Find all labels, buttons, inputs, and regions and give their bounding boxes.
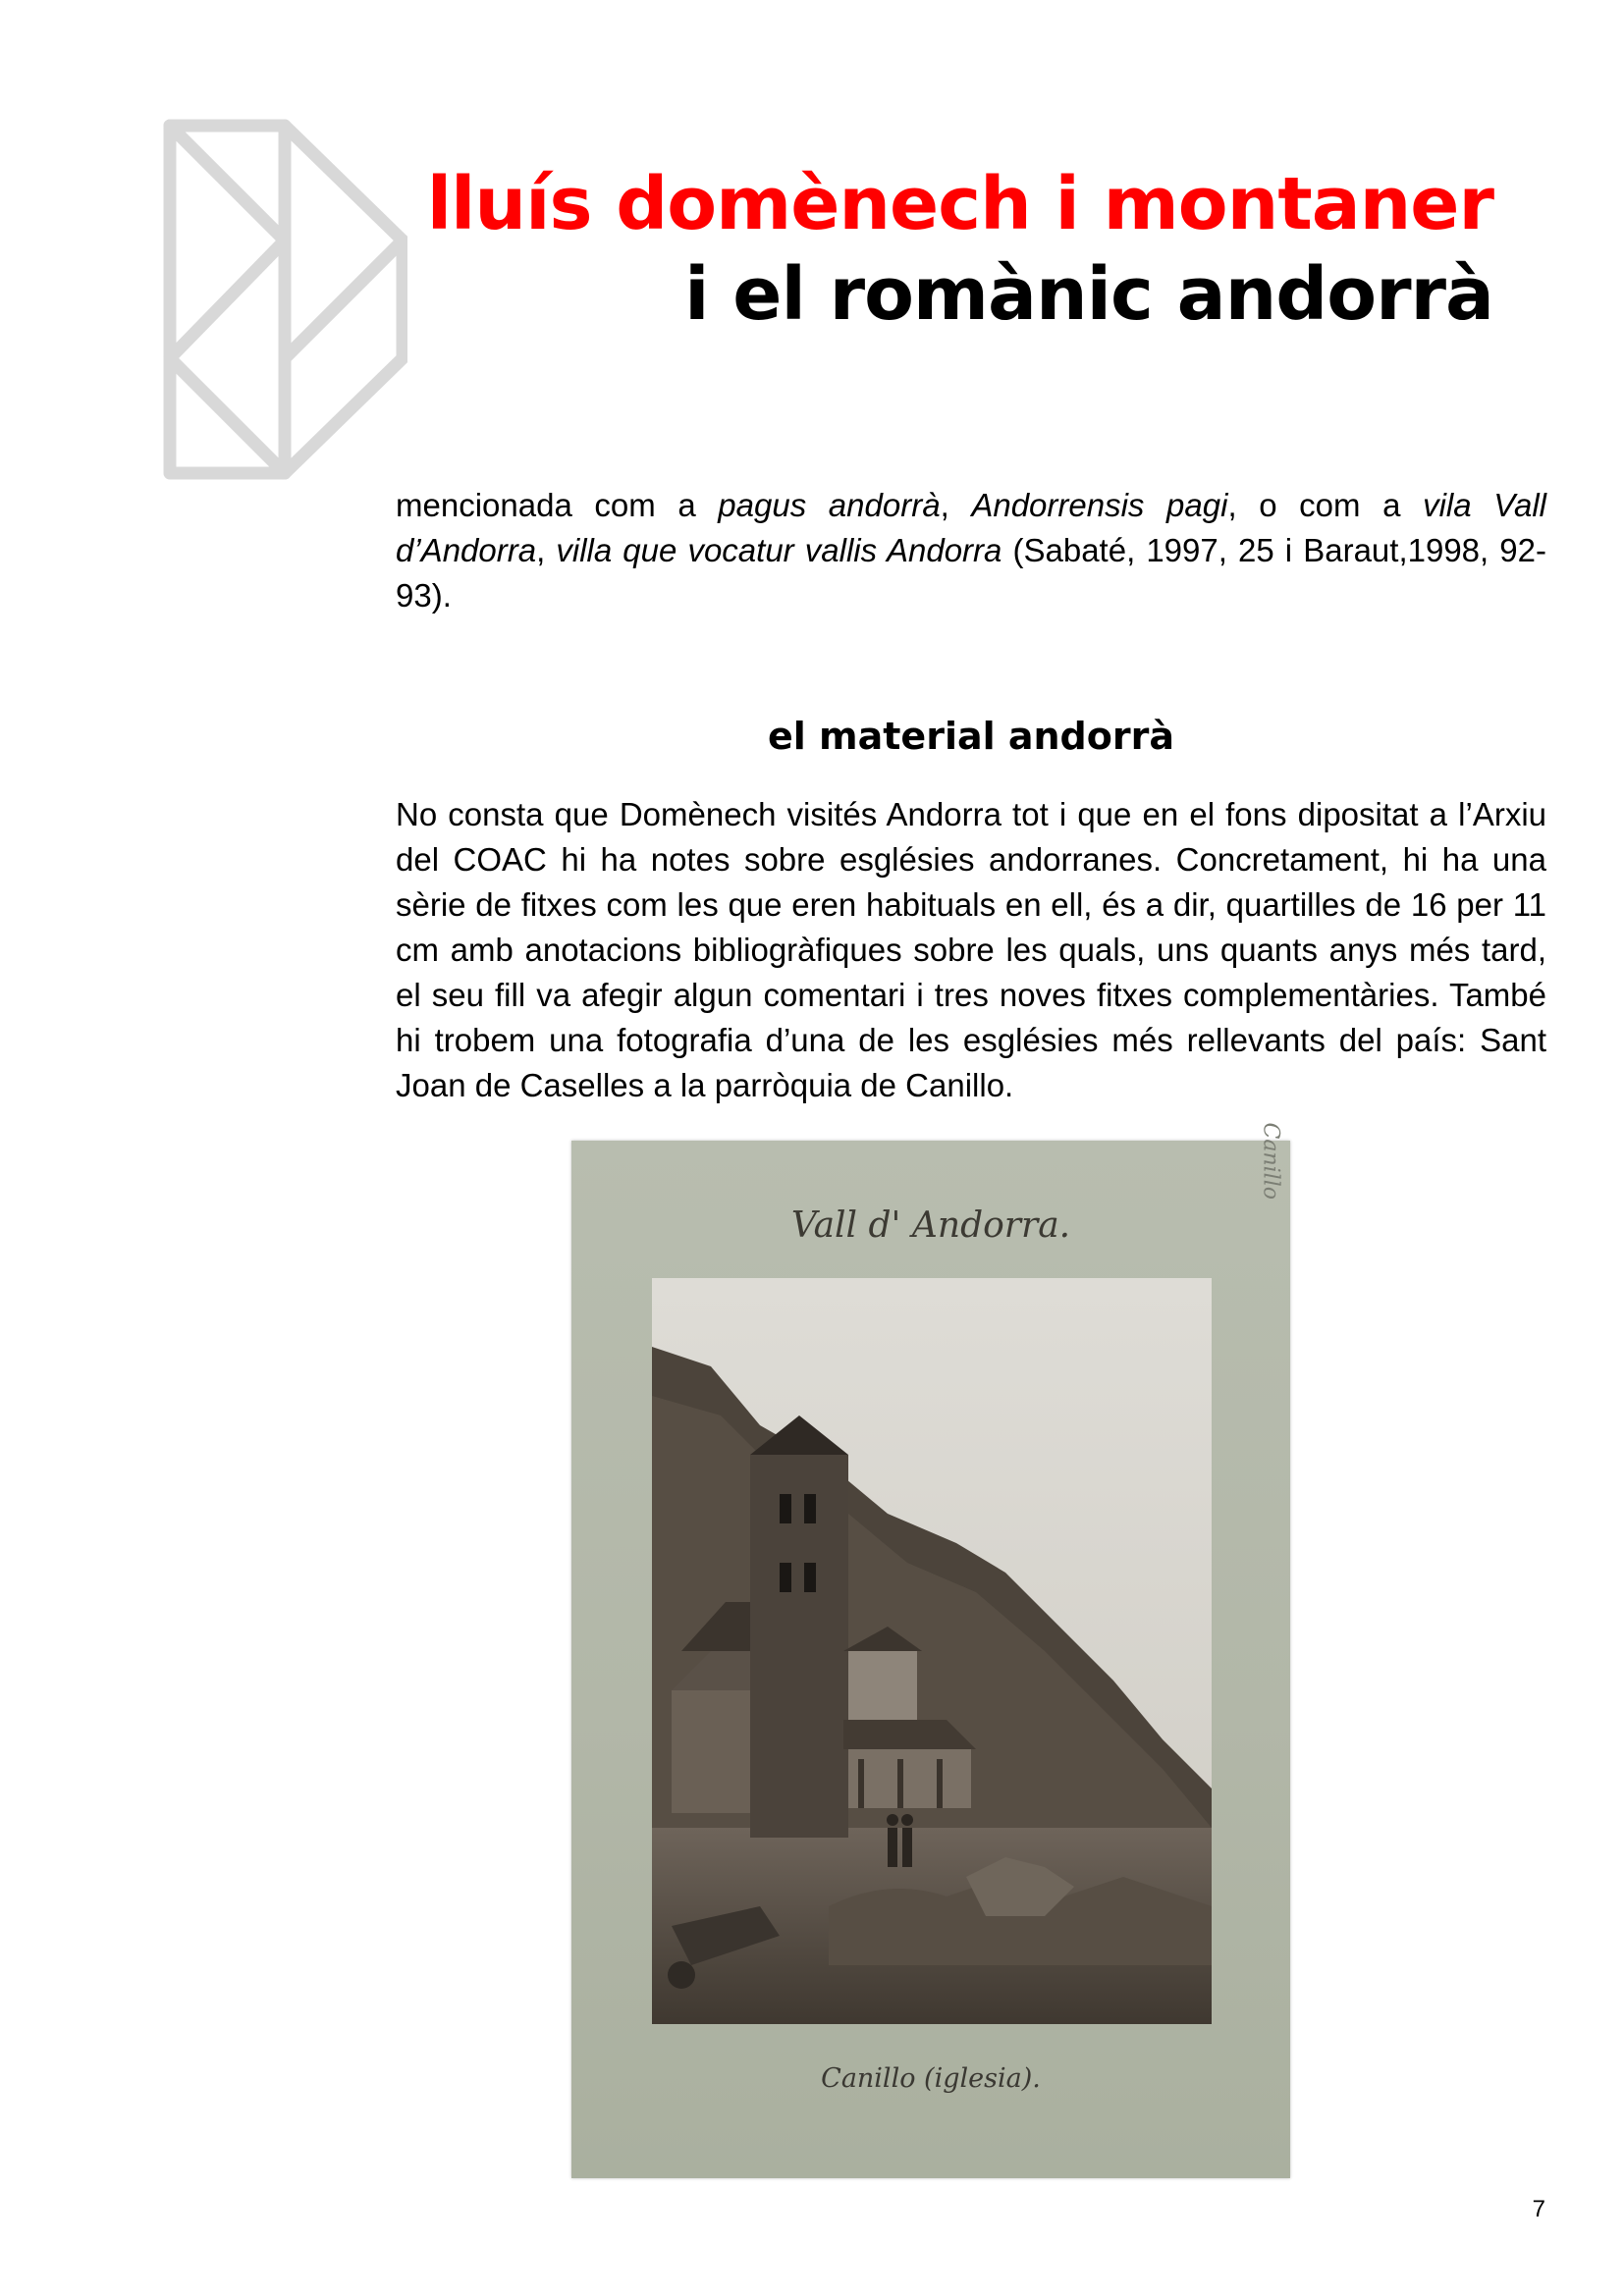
photo-side-note: Canillo [1258, 1122, 1282, 1200]
section-heading: el material andorrà [768, 715, 1174, 758]
italic-term: villa que vocatur vallis Andorra [556, 532, 1002, 568]
title-subject: i el romànic andorrà [684, 252, 1493, 337]
text-segment: , [536, 532, 557, 568]
page-title [427, 159, 1493, 340]
photo-caption-top: Vall d' Andorra. [790, 1205, 1071, 1246]
text-segment: mencionada com a [396, 487, 719, 523]
body-paragraph: No consta que Domènech visités Andorra tot i que en el fons dipositat a l’Arxiu del COAC hi ha notes sobre esglésies andorranes. Concretament, hi ha una sèrie de fitxes com les que eren habituals en ell, és a dir, quartilles de 16 per 11 cm amb anotacions bibliogràfiques sobre les quals, uns quants anys més tard, el seu fill va afegir algun comentari i tres noves fitxes complementàries. També hi trobem una fotografia d’una de les esglésies més rellevants del país: Sant Joan de Caselles a la parròquia de Canillo. [396, 796, 1546, 1103]
italic-term: vila Vall d’Andorra [396, 487, 1546, 568]
italic-term: pagus andorrà [718, 487, 941, 523]
text-segment: (Sabaté, 1997, 25 i Baraut,1998, 92-93). [396, 532, 1546, 614]
church-photo-icon [652, 1278, 1212, 2024]
italic-term: Andorrensis pagi [971, 487, 1228, 523]
church-photo-illustration [652, 1278, 1212, 2024]
geometric-outline-logo-icon [162, 118, 407, 481]
title-author: lluís domènech i montaner [426, 162, 1493, 246]
text-segment: , o com a [1227, 487, 1424, 523]
page-number: 7 [1532, 2196, 1545, 2222]
intro-paragraph [396, 483, 1546, 618]
text-segment: , [940, 487, 972, 523]
historic-photo-card [571, 1122, 1290, 2178]
photo-caption-bottom: Canillo (iglesia). [821, 2063, 1041, 2094]
